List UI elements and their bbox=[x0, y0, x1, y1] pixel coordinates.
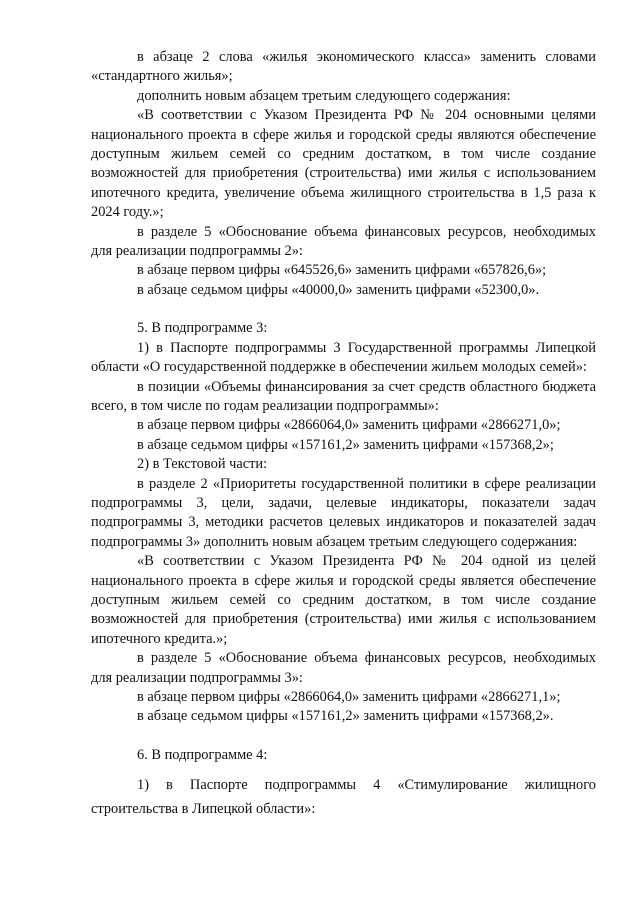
paragraph-amend-abzac-2: в абзаце 2 слова «жилья экономического класса» заменить словами «стандартного жилья»; bbox=[91, 49, 596, 85]
paragraph-section2-sp3: в разделе 2 «Приоритеты государственной политики в сфере реализации подпрограммы 3, цели, задачи, целевые индикаторы, показатели задач подпрограммы 3, методики расчетов целевых индикаторов и показателей задач подпрограммы 3» дополнить новым абзацем третьим следующего содержания: bbox=[91, 475, 596, 550]
paragraph-passport-sp3: 1) в Паспорте подпрограммы 3 Государственной программы Липецкой области «О государственной поддержке в обеспечении жильем молодых семей»: bbox=[91, 339, 596, 376]
spacer bbox=[91, 765, 596, 773]
paragraph-quote-goals-sp2: «В соответствии с Указом Президента РФ № 204 основными целями национального проекта в сфере жилья и городской среды являются обеспечение доступным жильем семей со средним достатком, в том числе создание возможностей для приобретения (строительства) ими жилья с использованием ипотечного кредита, увеличение объема жилищного строительства в 1,5 раза к 2024 году.»; bbox=[91, 107, 596, 221]
paragraph-add-third-abzac: дополнить новым абзацем третьим следующего содержания: bbox=[137, 87, 511, 104]
spacer bbox=[91, 727, 596, 746]
paragraph-abzac7-figures-sp3-text: в абзаце седьмом цифры «157161,2» заменить цифрами «157368,2». bbox=[137, 708, 554, 725]
paragraph-abzac7-figures-sp2: в абзаце седьмом цифры «40000,0» заменить цифрами «52300,0». bbox=[137, 281, 540, 298]
paragraph-position-financing-sp3: в позиции «Объемы финансирования за счет средств областного бюджета всего, в том числе по годам реализации подпрограммы»: bbox=[91, 378, 596, 414]
paragraph-section5-sp2: в разделе 5 «Обоснование объема финансовых ресурсов, необходимых для реализации подпрограммы 2»: bbox=[91, 223, 596, 260]
paragraph-text-part-sp3: 2) в Текстовой части: bbox=[137, 456, 268, 473]
heading-subprogram-4: 6. В подпрограмме 4: bbox=[137, 746, 268, 763]
paragraph-abzac7-figures-sp3: в абзаце седьмом цифры «157161,2» заменить цифрами «157368,2»; bbox=[137, 436, 554, 453]
spacer bbox=[91, 300, 596, 319]
paragraph-passport-sp4: 1) в Паспорте подпрограммы 4 «Стимулирование жилищного строительства в Липецкой области»: bbox=[91, 777, 596, 818]
paragraph-abzac1-figures-sp3: в абзаце первом цифры «2866064,0» заменить цифрами «2866271,0»; bbox=[137, 417, 561, 434]
heading-subprogram-3: 5. В подпрограмме 3: bbox=[137, 320, 268, 337]
paragraph-quote-goals-sp3: «В соответствии с Указом Президента РФ № 204 одной из целей национального проекта в сфере жилья и городской среды является обеспечение доступным жильем семей со средним достатком, в том числе создание возможностей для приобретения (строительства) ими жилья с использованием ипотечного кредита.»; bbox=[91, 553, 596, 647]
paragraph-abzac1-figures-sp2: в абзаце первом цифры «645526,6» заменить цифрами «657826,6»; bbox=[137, 262, 547, 279]
paragraph-section5-sp3: в разделе 5 «Обоснование объема финансовых ресурсов, необходимых для реализации подпрограммы 3»: bbox=[91, 650, 596, 686]
document-body bbox=[91, 48, 596, 821]
paragraph-abzac1-figures-sp3-text: в абзаце первом цифры «2866064,0» заменить цифрами «2866271,1»; bbox=[137, 689, 561, 705]
